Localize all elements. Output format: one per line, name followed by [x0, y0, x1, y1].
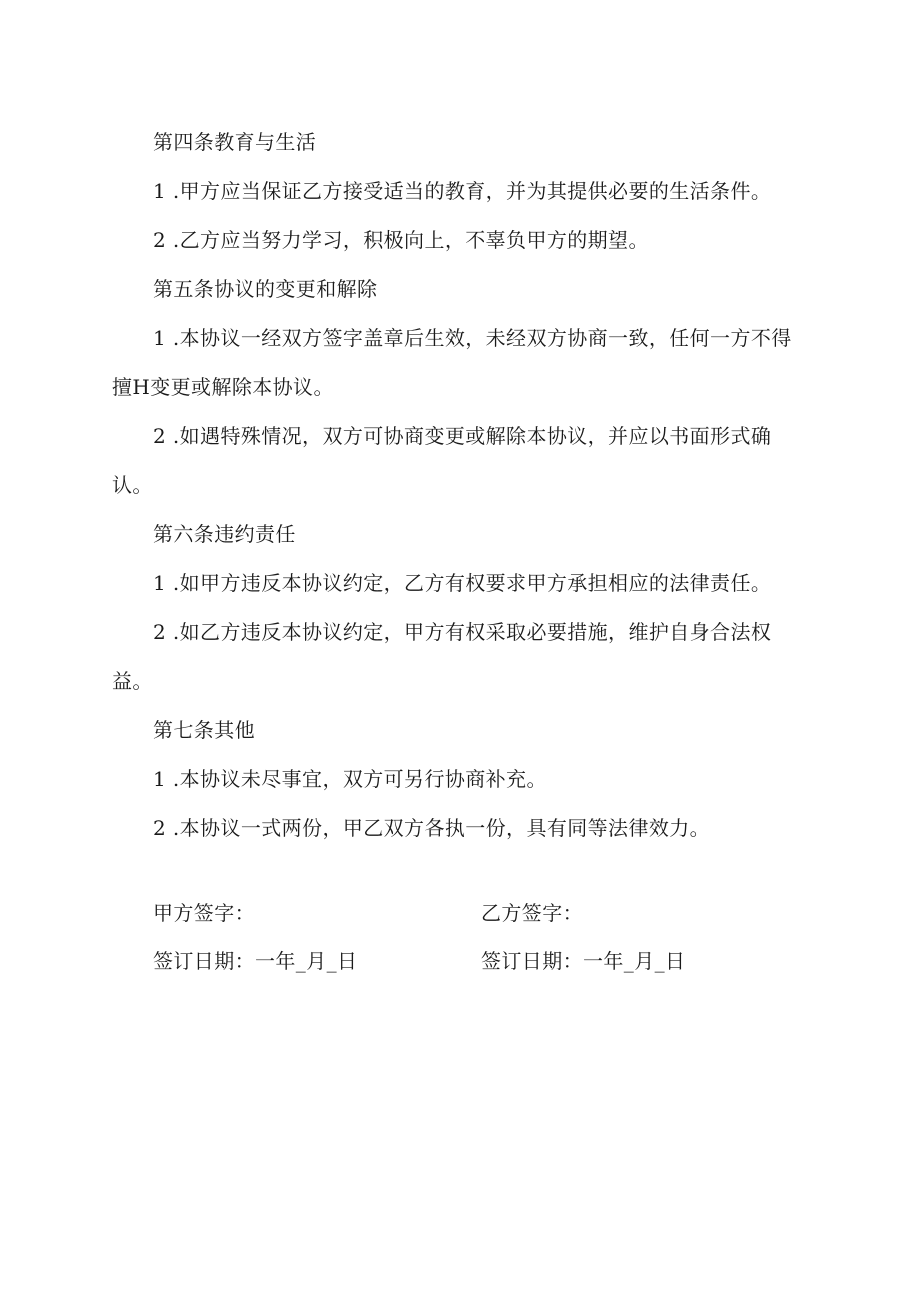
document-body — [112, 118, 809, 853]
party-a-signature-label: 甲方签字： — [153, 901, 255, 925]
party-a-signing-date: 签订日期：一年_月_日 — [153, 949, 358, 973]
article-6-clause-2: 2 .如乙方违反本协议约定，甲方有权采取必要措施，维护自身合法权益。 — [112, 620, 772, 693]
article-4-clause-1: 1 .甲方应当保证乙方接受适当的教育，并为其提供必要的生活条件。 — [153, 179, 772, 203]
article-7-heading: 第七条其他 — [153, 718, 255, 742]
article-5-heading: 第五条协议的变更和解除 — [153, 277, 378, 301]
article-4-heading: 第四条教育与生活 — [153, 130, 317, 154]
article-6-clause-1: 1 .如甲方违反本协议约定，乙方有权要求甲方承担相应的法律责任。 — [153, 571, 772, 595]
article-4-clause-2: 2 .乙方应当努力学习，积极向上，不辜负甲方的期望。 — [153, 228, 649, 252]
article-5-clause-1: 1 .本协议一经双方签字盖章后生效，未经双方协商一致，任何一方不得擅H变更或解除本协议。 — [112, 326, 792, 399]
article-6-heading: 第六条违约责任 — [153, 522, 296, 546]
article-7-clause-2: 2 .本协议一式两份，甲乙双方各执一份，具有同等法律效力。 — [153, 816, 711, 840]
party-b-signing-date: 签订日期：一年_月_日 — [481, 949, 686, 973]
party-b-signature-label: 乙方签字： — [481, 901, 583, 925]
article-5-clause-2: 2 .如遇特殊情况，双方可协商变更或解除本协议，并应以书面形式确认。 — [112, 424, 772, 497]
article-7-clause-1: 1 .本协议未尽事宜，双方可另行协商补充。 — [153, 767, 547, 791]
